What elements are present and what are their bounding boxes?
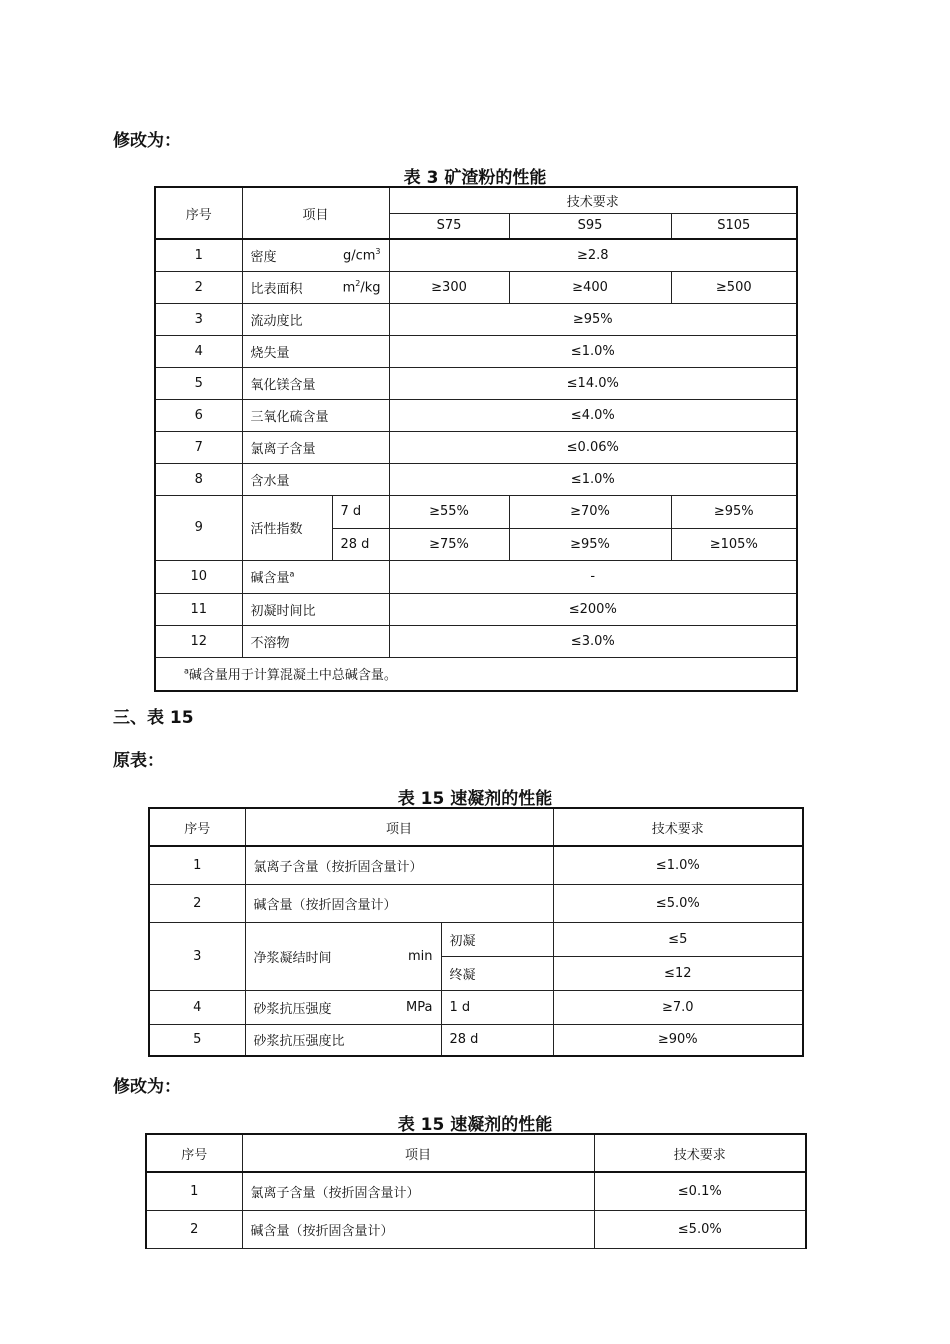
row-seq: 12 [155,625,242,657]
table-row [146,1172,806,1210]
header-item: 项目 [242,1134,594,1172]
table-row [155,271,797,303]
table-row [155,495,797,528]
row-seq: 7 [155,431,242,463]
grade-s75: S75 [389,213,509,239]
row-item: 流动度比 [242,303,389,335]
row-item: 不溶物 [242,625,389,657]
row-value: ≤5.0% [594,1210,806,1248]
value-initial-set: ≤5 [553,922,803,956]
value-7d-s75: ≥55% [389,495,509,528]
row-item: 氧化镁含量 [242,367,389,399]
row-item: 三氧化硫含量 [242,399,389,431]
row-item: 烧失量 [242,335,389,367]
table-row [149,990,803,1024]
item-unit: $g/cm^3$ [342,247,381,264]
table15-original-caption: 表 15 速凝剂的性能 [397,789,553,809]
row-value: ≤14.0% [389,367,797,399]
row-value: ≤200% [389,593,797,625]
table-row [149,846,803,884]
header-item: 项目 [245,808,553,846]
table-row [155,239,797,271]
header-requirement: 技术要求 [389,187,797,213]
item-unit: min [407,948,433,964]
row-seq: 4 [149,990,245,1024]
age-7d: 7 d [332,495,389,528]
header-requirement: 技术要求 [553,808,803,846]
row-item: 活性指数 [242,495,332,560]
item-label: 密度 [250,249,277,265]
row-seq: 2 [146,1210,242,1248]
row-value: ≤4.0% [389,399,797,431]
table-row [155,560,797,593]
header-item: 项目 [242,187,389,239]
value-28d-s75: ≥75% [389,528,509,560]
header-requirement: 技术要求 [594,1134,806,1172]
row-item: 碱含量（按折固含量计） [245,884,553,922]
sub-age: 28 d [441,1024,553,1056]
value-28d-s95: ≥95% [509,528,671,560]
table-footnote: $^a$碱含量用于计算混凝土中总碱含量。 [155,657,797,691]
accelerator-original-table [148,807,804,1057]
table-row [149,1024,803,1056]
row-seq: 3 [149,922,245,990]
row-item: 碱含量$^a$ [242,560,389,593]
section-heading-table15: 三、表 15 [113,708,194,728]
value-28d-s105: ≥105% [671,528,797,560]
header-seq: 序号 [146,1134,242,1172]
row-value-s105: ≥500 [671,271,797,303]
slag-powder-table [154,186,798,692]
row-item: 氯离子含量 [242,431,389,463]
row-value: ≤1.0% [389,335,797,367]
row-seq: 2 [149,884,245,922]
table15-new-caption: 表 15 速凝剂的性能 [397,1115,553,1135]
grade-s105: S105 [671,213,797,239]
section-heading-modified-2: 修改为： [113,1077,181,1097]
table-row [155,463,797,495]
row-seq: 6 [155,399,242,431]
accelerator-modified-table [145,1133,807,1249]
row-seq: 8 [155,463,242,495]
row-value: ≥90% [553,1024,803,1056]
row-seq: 3 [155,303,242,335]
row-seq: 9 [155,495,242,560]
row-value-s75: ≥300 [389,271,509,303]
header-seq: 序号 [155,187,242,239]
row-item: 砂浆抗压强度比 [245,1024,441,1056]
age-28d: 28 d [332,528,389,560]
row-value: ≤3.0% [389,625,797,657]
section-heading-original: 原表： [113,751,164,771]
row-item: 初凝时间比 [242,593,389,625]
sub-final-set: 终凝 [441,956,553,990]
row-item: 含水量 [242,463,389,495]
row-seq: 1 [149,846,245,884]
row-item: 砂浆抗压强度 MPa [245,990,441,1024]
table-row [155,367,797,399]
footnote-ref: a [289,569,295,579]
row-seq: 2 [155,271,242,303]
item-unit: MPa [406,999,433,1015]
row-value: ≤5.0% [553,884,803,922]
table-row [155,335,797,367]
row-value: ≤0.1% [594,1172,806,1210]
row-seq: 4 [155,335,242,367]
value-7d-s95: ≥70% [509,495,671,528]
sub-initial-set: 初凝 [441,922,553,956]
sub-age: 1 d [441,990,553,1024]
row-value-s95: ≥400 [509,271,671,303]
item-label: 比表面积 [250,281,303,297]
row-seq: 1 [146,1172,242,1210]
item-unit: $m^2/kg$ [342,278,381,296]
row-item: 氯离子含量（按折固含量计） [245,846,553,884]
row-item [242,271,389,303]
row-item: 碱含量（按折固含量计） [242,1210,594,1248]
section-heading-modified: 修改为： [113,131,181,151]
table-row [146,1210,806,1248]
table-row [149,884,803,922]
row-item [242,239,389,271]
row-item: 氯离子含量（按折固含量计） [242,1172,594,1210]
row-seq: 5 [155,367,242,399]
row-item: 净浆凝结时间 min [245,922,441,990]
row-value: ≥2.8 [389,239,797,271]
row-value: ≤1.0% [389,463,797,495]
row-seq: 1 [155,239,242,271]
value-final-set: ≤12 [553,956,803,990]
row-value: ≥7.0 [553,990,803,1024]
table-row [155,431,797,463]
row-seq: 10 [155,560,242,593]
row-seq: 11 [155,593,242,625]
row-value: ≤0.06% [389,431,797,463]
grade-s95: S95 [509,213,671,239]
row-value: ≥95% [389,303,797,335]
table-row [155,593,797,625]
value-7d-s105: ≥95% [671,495,797,528]
table-row [155,399,797,431]
row-value: ≤1.0% [553,846,803,884]
row-seq: 5 [149,1024,245,1056]
table-row [155,303,797,335]
header-seq: 序号 [149,808,245,846]
row-value: - [389,560,797,593]
table3-caption: 表 3 矿渣粉的性能 [403,168,547,188]
table-row [155,625,797,657]
table-row [149,922,803,956]
